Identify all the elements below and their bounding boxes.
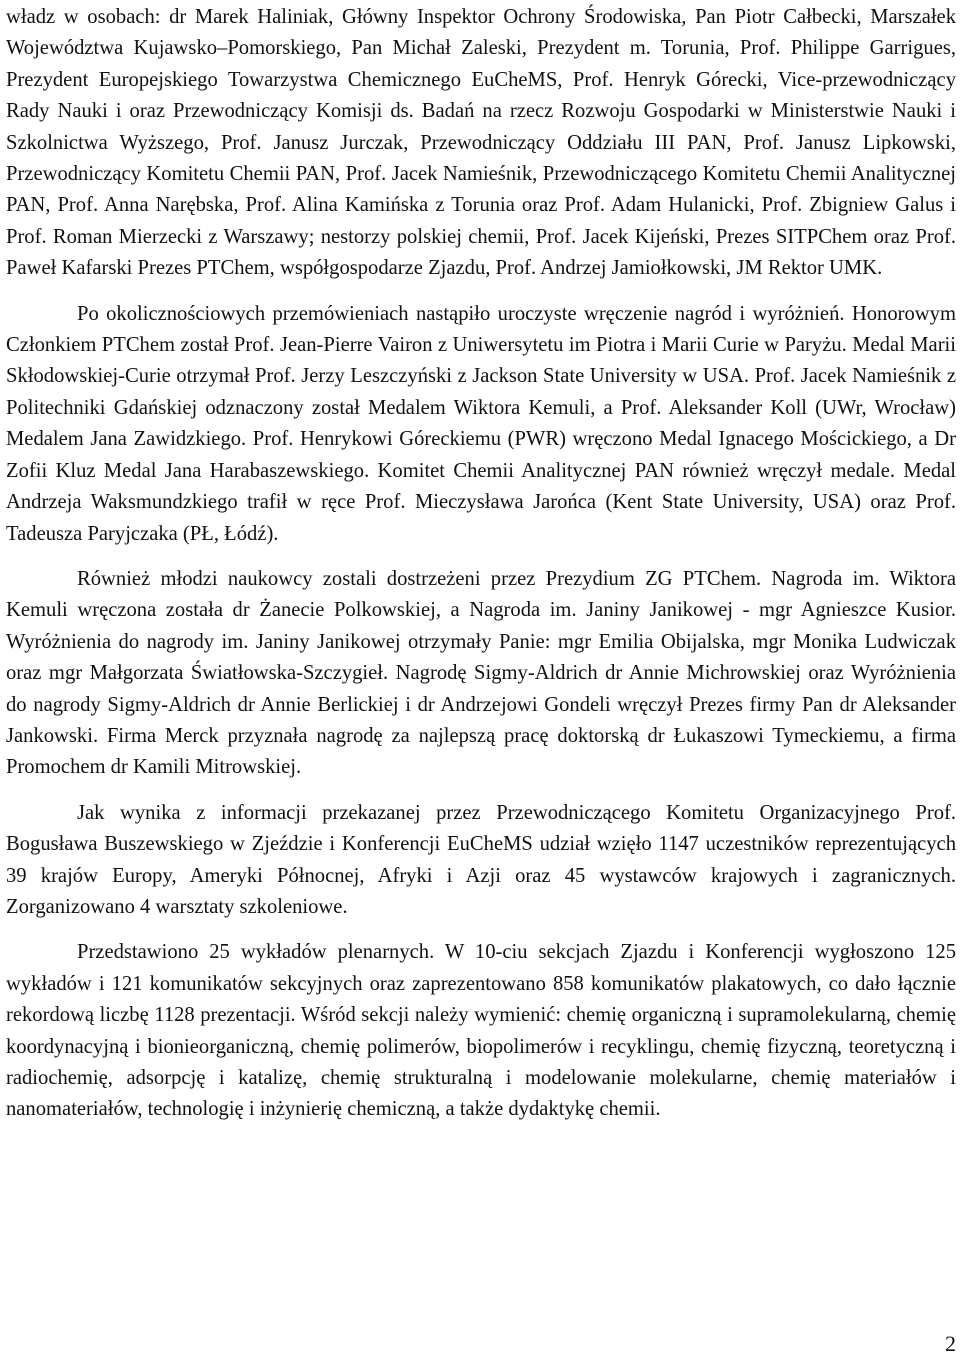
page-number: 2 <box>945 1331 956 1356</box>
document-page <box>6 2 956 1126</box>
paragraph-officials: władz w osobach: dr Marek Haliniak, Główny Inspektor Ochrony Środowiska, Pan Piotr Całbecki, Marszałek Województwa Kujawsko–Pomorskiego, Pan Michał Zaleski, Prezydent m. Torunia, Prof. Philippe Garrigues, Prezydent Europejskiego Towarzystwa Chemicznego EuCheMS, Prof. Henryk Górecki, Vice-przewodniczący Rady Nauki i oraz Przewodniczący Komisji ds. Badań na rzecz Rozwoju Gospodarki w Ministerstwie Nauki i Szkolnictwa Wyższego, Prof. Janusz Jurczak, Przewodniczący Oddziału III PAN, Prof. Janusz Lipkowski, Przewodniczący Komitetu Chemii PAN, Prof. Jacek Namieśnik, Przewodniczącego Komitetu Chemii Analitycznej PAN, Prof. Anna Narębska, Prof. Alina Kamińska z Torunia oraz Prof. Adam Hulanicki, Prof. Zbigniew Galus i Prof. Roman Mierzecki z Warszawy; nestorzy polskiej chemii, Prof. Jacek Kijeński, Prezes SITPChem oraz Prof. Paweł Kafarski Prezes PTChem, współgospodarze Zjazdu, Prof. Andrzej Jamiołkowski, JM Rektor UMK. <box>6 6 956 280</box>
paragraph-presentations: Przedstawiono 25 wykładów plenarnych. W 10-ciu sekcjach Zjazdu i Konferencji wygłoszono 125 wykładów i 121 komunikatów sekcyjnych oraz zaprezentowano 858 komunikatów plakatowych, co dało łącznie rekordową liczbę 1128 prezentacji. Wśród sekcji należy wymienić: chemię organiczną i supramolekularną, chemię koordynacyjną i bionieorganiczną, chemię polimerów, biopolimerów i recyklingu, chemię fizyczną, teoretyczną i radiochemię, adsorpcję i katalizę, chemię strukturalną i modelowanie molekularne, chemię materiałów i nanomateriałów, technologię i inżynierię chemiczną, a także dydaktykę chemii. <box>6 941 956 1121</box>
paragraph-participants: Jak wynika z informacji przekazanej przez Przewodniczącego Komitetu Organizacyjnego Prof. Bogusława Buszewskiego w Zjeździe i Konferencji EuCheMS udział wzięło 1147 uczestników reprezentujących 39 krajów Europy, Ameryki Północnej, Afryki i Azji oraz 45 wystawców krajowych i zagranicznych. Zorganizowano 4 warsztaty szkoleniowe. <box>6 801 956 918</box>
paragraph-young-scientists: Również młodzi naukowcy zostali dostrzeżeni przez Prezydium ZG PTChem. Nagroda im. Wiktora Kemuli wręczona została dr Żanecie Polkowskiej, a Nagroda im. Janiny Janikowej - mgr Agnieszce Kusior. Wyróżnienia do nagrody im. Janiny Janikowej otrzymały Panie: mgr Emilia Obijalska, mgr Monika Ludwiczak oraz mgr Małgorzata Światłowska-Szczygieł. Nagrodę Sigmy-Aldrich dr Annie Michrowskiej oraz Wyróżnienia do nagrody Sigmy-Aldrich dr Annie Berlickiej i dr Andrzejowi Gondeli wręczył Prezes firmy Pan dr Aleksander Jankowski. Firma Merck przyznała nagrodę za najlepszą pracę doktorską dr Łukaszowi Tymeckiemu, a firma Promochem dr Kamili Mitrowskiej. <box>6 567 956 779</box>
paragraph-awards: Po okolicznościowych przemówieniach nastąpiło uroczyste wręczenie nagród i wyróżnień. Honorowym Członkiem PTChem został Prof. Jean-Pierre Vairon z Uniwersytetu im Piotra i Marii Curie w Paryżu. Medal Marii Skłodowskiej-Curie otrzymał Prof. Jerzy Leszczyński z Jackson State University w USA. Prof. Jacek Namieśnik z Politechniki Gdańskiej odznaczony został Medalem Wiktora Kemuli, a Prof. Aleksander Koll (UWr, Wrocław) Medalem Jana Zawidzkiego. Prof. Henrykowi Góreckiemu (PWR) wręczono Medal Ignacego Mościckiego, a Dr Zofii Kluz Medal Jana Harabaszewskiego. Komitet Chemii Analitycznej PAN również wręczył medale. Medal Andrzeja Waksmundzkiego trafił w ręce Prof. Mieczysława Jarońca (Kent State University, USA) oraz Prof. Tadeusza Paryjczaka (PŁ, Łódź). <box>6 302 956 545</box>
